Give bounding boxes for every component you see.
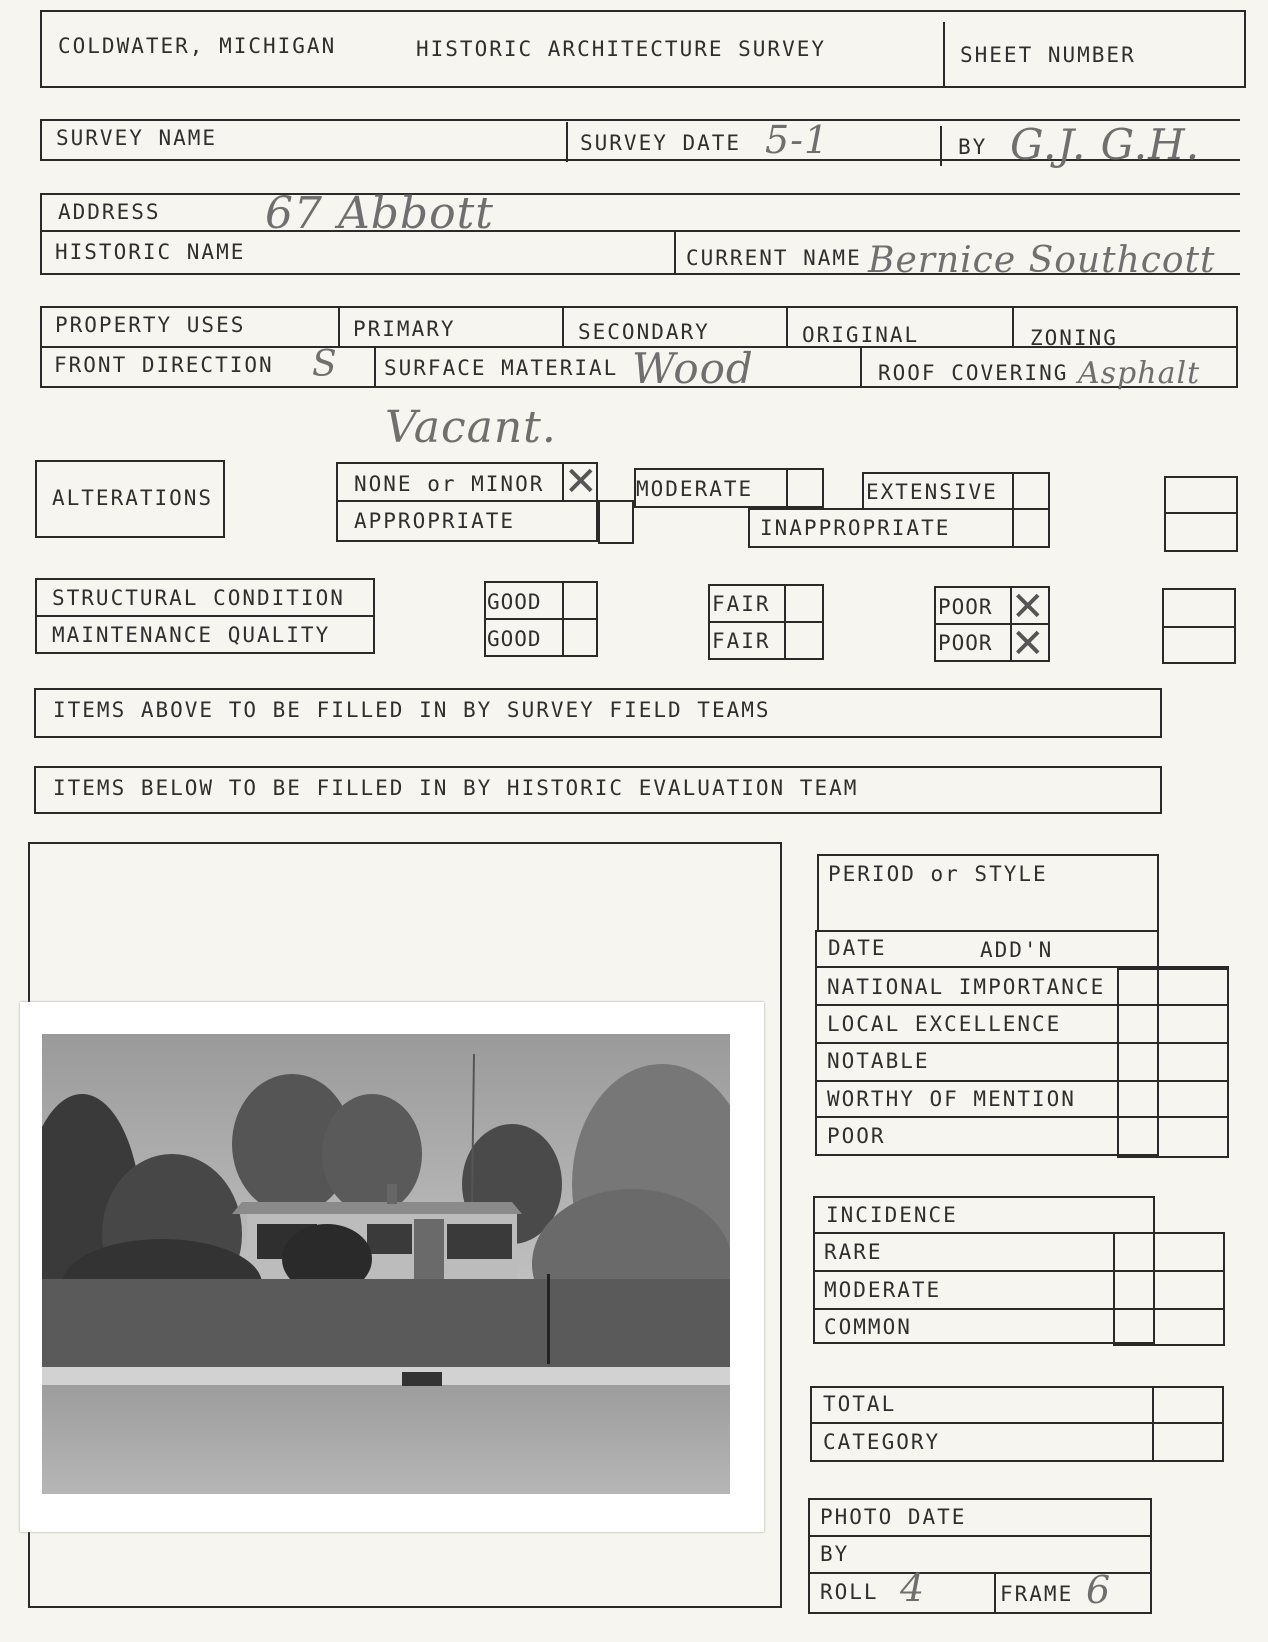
note-below: ITEMS BELOW TO BE FILLED IN BY HISTORIC EVALUATION TEAM xyxy=(53,776,859,800)
fair-divider xyxy=(708,621,824,623)
appropriate-label: APPROPRIATE xyxy=(354,509,516,533)
good-divider xyxy=(484,618,598,620)
eval-score-column xyxy=(1117,968,1229,1158)
structural-poor-check-mark: ✕ xyxy=(1011,584,1045,630)
roll-label: ROLL xyxy=(820,1580,879,1604)
primary-label: PRIMARY xyxy=(353,317,456,341)
common-label: COMMON xyxy=(824,1315,912,1339)
none-minor-label: NONE or MINOR xyxy=(354,472,545,496)
zoning-label: ZONING xyxy=(1030,326,1118,350)
condition-divider xyxy=(35,615,375,617)
structural-good-label: GOOD xyxy=(487,590,542,614)
front-direction-label: FRONT DIRECTION xyxy=(54,353,274,377)
maintenance-fair-label: FAIR xyxy=(712,629,771,653)
roll-value: 4 xyxy=(900,1566,926,1610)
structural-poor-label: POOR xyxy=(938,595,993,619)
uses-divider-4 xyxy=(1012,306,1014,346)
by-label: BY xyxy=(958,135,988,159)
roof-covering-label: ROOF COVERING xyxy=(878,361,1069,385)
structural-fair-label: FAIR xyxy=(712,592,771,616)
extensive-check-divider xyxy=(1012,472,1014,510)
survey-date-value: 5-1 xyxy=(765,118,830,162)
header-divider xyxy=(943,22,945,88)
structural-condition-label: STRUCTURAL CONDITION xyxy=(52,586,345,610)
address-label: ADDRESS xyxy=(58,200,161,224)
survey-divider-1 xyxy=(566,122,568,162)
alterations-score-divider xyxy=(1164,512,1238,514)
front-divider xyxy=(374,346,376,388)
extensive-label: EXTENSIVE xyxy=(866,480,998,504)
incidence-moderate-label: MODERATE xyxy=(824,1278,942,1302)
maintenance-poor-check-mark: ✕ xyxy=(1011,621,1045,667)
total-divider xyxy=(810,1422,1224,1424)
incidence-score-column xyxy=(1113,1232,1225,1346)
incidence-label: INCIDENCE xyxy=(826,1203,958,1227)
total-label: TOTAL xyxy=(823,1392,897,1416)
alterations-label: ALTERATIONS xyxy=(52,486,214,510)
historic-name-label: HISTORIC NAME xyxy=(55,240,246,264)
vacant-note: Vacant. xyxy=(385,402,557,453)
worthy-of-mention-label: WORTHY OF MENTION xyxy=(827,1087,1076,1111)
inappropriate-label: INAPPROPRIATE xyxy=(760,516,951,540)
by-value: G.J. G.H. xyxy=(1010,120,1201,169)
front-direction-value: S xyxy=(312,344,338,385)
fair-check-divider xyxy=(784,584,786,660)
maintenance-quality-label: MAINTENANCE QUALITY xyxy=(52,623,331,647)
uses-divider-2 xyxy=(562,306,564,346)
rare-label: RARE xyxy=(824,1240,883,1264)
photo-card xyxy=(20,1002,764,1532)
alterations-score-box xyxy=(1164,476,1238,552)
city-label: COLDWATER, MICHIGAN xyxy=(58,34,337,58)
photo-date-label: PHOTO DATE xyxy=(820,1505,967,1529)
appropriate-checkbox[interactable] xyxy=(598,500,634,544)
survey-divider-2 xyxy=(940,126,942,166)
none-minor-divider xyxy=(336,500,598,502)
current-name-divider xyxy=(674,232,676,275)
national-importance-label: NATIONAL IMPORTANCE xyxy=(827,975,1106,999)
good-check-divider xyxy=(562,581,564,657)
eval-poor-label: POOR xyxy=(827,1124,886,1148)
condition-score-divider xyxy=(1162,626,1236,628)
survey-name-label: SURVEY NAME xyxy=(56,126,218,150)
uses-divider-1 xyxy=(338,306,340,346)
surface-material-value: Wood xyxy=(632,344,754,393)
roof-covering-value: Asphalt xyxy=(1078,356,1201,391)
category-label: CATEGORY xyxy=(823,1430,941,1454)
notable-label: NOTABLE xyxy=(827,1049,930,1073)
maintenance-good-label: GOOD xyxy=(487,627,542,651)
roll-frame-divider xyxy=(994,1572,996,1614)
surface-material-label: SURFACE MATERIAL xyxy=(384,356,619,380)
current-name-value: Bernice Southcott xyxy=(868,240,1216,281)
frame-value: 6 xyxy=(1086,1568,1112,1612)
period-style-label: PERIOD or STYLE xyxy=(828,862,1048,886)
current-name-label: CURRENT NAME xyxy=(686,246,862,270)
total-score-divider xyxy=(1152,1386,1154,1462)
maintenance-poor-label: POOR xyxy=(938,631,993,655)
house-photo xyxy=(42,1034,730,1494)
address-value: 67 Abbott xyxy=(265,188,494,239)
sheet-number-label: SHEET NUMBER xyxy=(960,43,1136,67)
addn-label: ADD'N xyxy=(980,938,1054,962)
uses-divider-3 xyxy=(786,306,788,346)
none-minor-check-mark: ✕ xyxy=(564,459,598,505)
moderate-check-divider xyxy=(786,468,788,508)
surface-divider xyxy=(860,346,862,388)
frame-label: FRAME xyxy=(1000,1582,1074,1606)
form-title: HISTORIC ARCHITECTURE SURVEY xyxy=(416,37,827,61)
property-uses-label: PROPERTY USES xyxy=(55,313,246,337)
date-label: DATE xyxy=(828,936,887,960)
photo-info-divider-1 xyxy=(808,1535,1152,1537)
address-divider xyxy=(40,230,1240,232)
original-label: ORIGINAL xyxy=(802,323,920,347)
moderate-label: MODERATE xyxy=(636,477,754,501)
photo-by-label: BY xyxy=(820,1542,850,1566)
secondary-label: SECONDARY xyxy=(578,320,710,344)
local-excellence-label: LOCAL EXCELLENCE xyxy=(827,1012,1062,1036)
inappropriate-check-divider xyxy=(1012,508,1014,548)
survey-date-label: SURVEY DATE xyxy=(580,131,742,155)
note-above: ITEMS ABOVE TO BE FILLED IN BY SURVEY FIELD TEAMS xyxy=(53,698,771,722)
